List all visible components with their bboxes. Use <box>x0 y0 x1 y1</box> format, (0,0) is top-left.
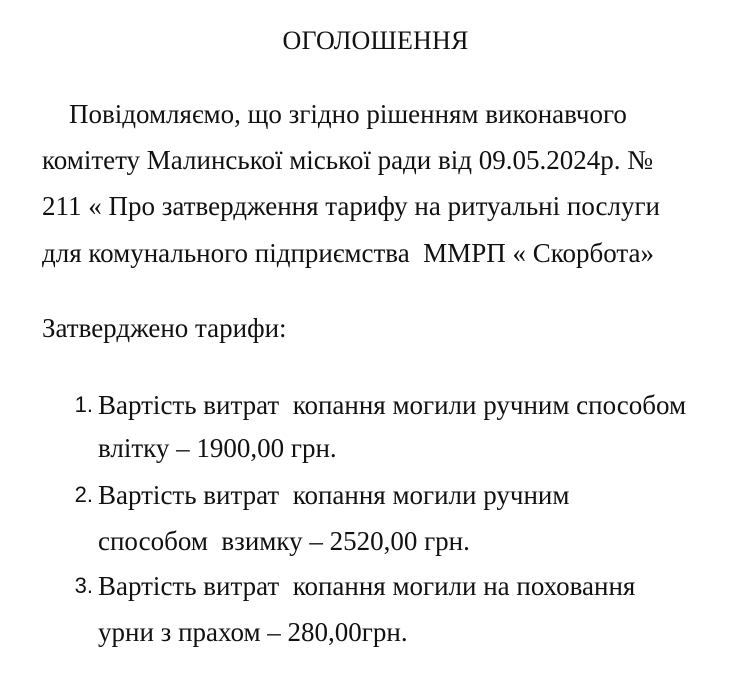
paragraph-line-3: 211 « Про затвердження тарифу на ритуальні послуги <box>42 191 660 221</box>
paragraph-line-4: для комунального підприємства ММРП « Скорбота» <box>42 238 654 268</box>
tariff-1-number: 1. <box>74 392 93 417</box>
document-title: ОГОЛОШЕННЯ <box>282 26 469 55</box>
tariff-3-line-2: урни з прахом – 280,00грн. <box>98 617 408 647</box>
approved-tariffs-heading: Затверджено тарифи: <box>42 313 287 343</box>
tariff-1-line-1: Вартість витрат копання могили ручним способом <box>98 390 687 420</box>
tariff-2-line-2: способом взимку – 2520,00 грн. <box>98 526 470 556</box>
paragraph-line-2: комітету Малинської міської ради від 09.05.2024р. № <box>42 145 653 175</box>
tariff-1-line-2: влітку – 1900,00 грн. <box>98 433 337 463</box>
tariff-3-line-1: Вартість витрат копання могили на поховання <box>98 571 636 601</box>
tariff-2-line-1: Вартість витрат копання могили ручним <box>98 480 570 510</box>
tariff-2-number: 2. <box>74 482 93 507</box>
tariff-3-number: 3. <box>74 573 93 598</box>
paragraph-line-1: Повідомляємо, що згідно рішенням виконавчого <box>42 99 627 129</box>
